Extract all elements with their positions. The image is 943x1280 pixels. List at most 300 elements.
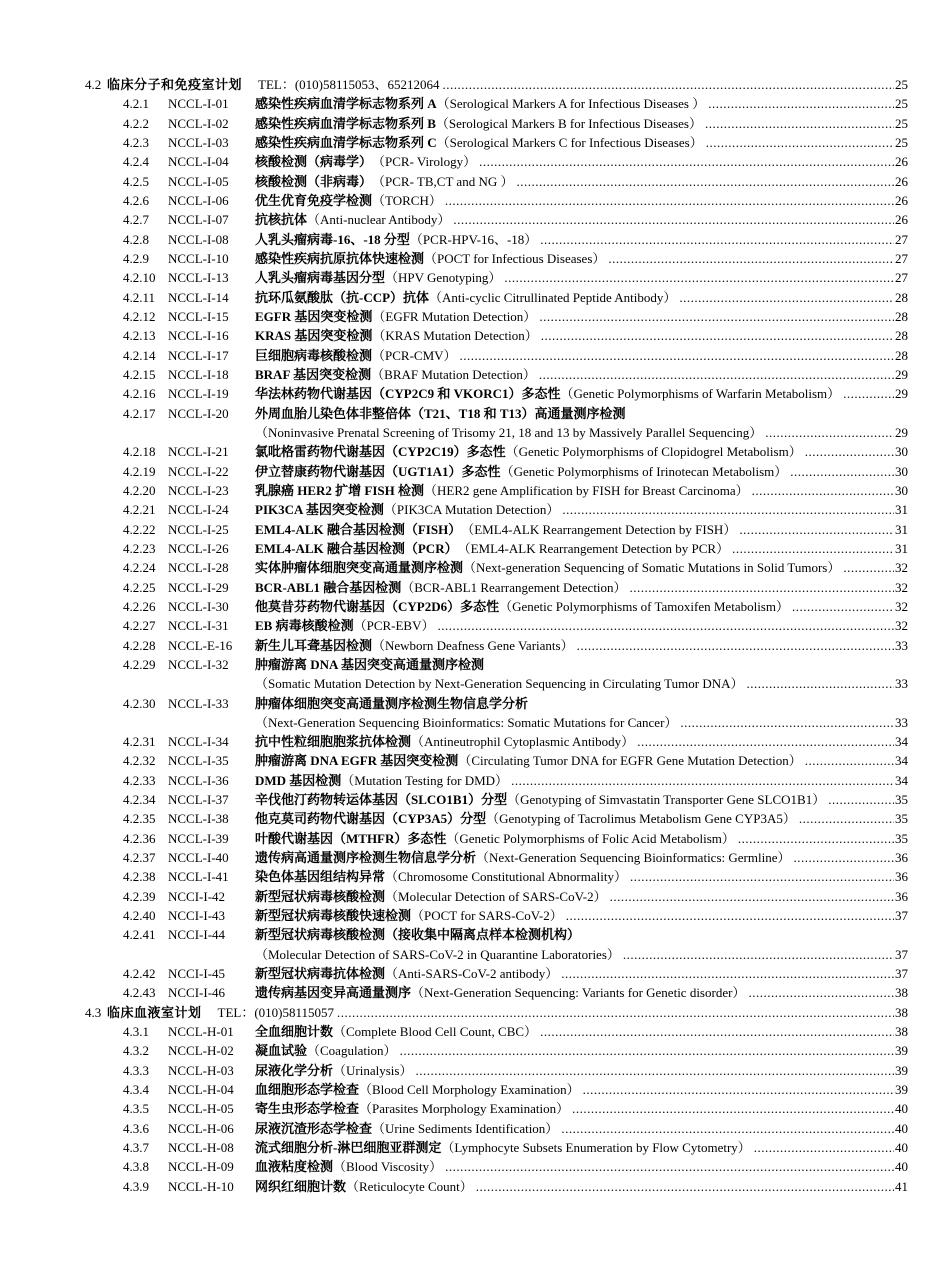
dot-leader — [680, 713, 894, 732]
dot-leader — [337, 1003, 894, 1022]
dot-leader — [799, 809, 894, 828]
section-tel: TEL：(010)58115057 — [217, 1004, 335, 1020]
dot-leader — [504, 268, 894, 287]
page-number: 29 — [895, 386, 908, 402]
toc-entry-row — [0, 114, 943, 133]
entry-title-en: （Anti-nuclear Antibody） — [307, 212, 451, 228]
page-number: 29 — [895, 366, 908, 382]
entry-code: NCCL-I-15 — [168, 308, 229, 324]
entry-code: NCCI-I-43 — [168, 908, 226, 924]
entry-title-zh: 华法林药物代谢基因（CYP2C9 和 VKORC1）多态性 — [255, 386, 561, 402]
toc-entry-row — [0, 210, 943, 229]
toc-entry-row — [0, 326, 943, 345]
entry-number: 4.2.13 — [123, 328, 156, 344]
entry-title-zh: 外周血胎儿染色体非整倍体（T21、T18 和 T13）高通量测序检测 — [255, 405, 626, 421]
page-number: 26 — [895, 212, 908, 228]
toc-entry-row — [0, 597, 943, 616]
entry-title-en: （Molecular Detection of SARS-CoV-2 in Quarantine Laboratories） — [255, 946, 620, 962]
page-number: 37 — [895, 966, 908, 982]
page-number: 25 — [895, 134, 908, 150]
entry-code: NCCL-I-41 — [168, 869, 229, 885]
entry-title-en: （Urinalysis） — [333, 1062, 413, 1078]
dot-leader — [738, 829, 894, 848]
entry-title-zh: 网织红细胞计数 — [255, 1178, 347, 1194]
page-number: 39 — [895, 1082, 908, 1098]
entry-title-en: （Mutation Testing for DMD） — [341, 772, 509, 788]
entry-title-zh: 优生优育免疫学检测 — [255, 192, 373, 208]
entry-code: NCCL-I-13 — [168, 270, 229, 286]
toc-entry-row — [0, 558, 943, 577]
toc-section-row — [0, 75, 943, 94]
entry-code: NCCL-I-19 — [168, 386, 229, 402]
entry-title-zh: KRAS 基因突变检测 — [255, 328, 373, 344]
entry-title-en: （PCR- Virology） — [372, 154, 477, 170]
toc-entry-row — [0, 133, 943, 152]
entry-title-en: （Antineutrophil Cytoplasmic Antibody） — [411, 734, 635, 750]
dot-leader — [792, 597, 894, 616]
entry-number: 4.2.29 — [123, 656, 156, 672]
entry-number: 4.2.15 — [123, 366, 156, 382]
entry-title-en: （Anti-SARS-CoV-2 antibody） — [385, 966, 559, 982]
section-title: 临床血液室计划 — [107, 1004, 202, 1020]
page-number: 39 — [895, 1062, 908, 1078]
entry-number: 4.2.4 — [123, 154, 149, 170]
dot-leader — [445, 1157, 894, 1176]
entry-code: NCCL-I-32 — [168, 656, 229, 672]
entry-title-en: （Genetic Polymorphisms of Folic Acid Metabolism） — [446, 830, 735, 846]
entry-number: 4.2.17 — [123, 405, 156, 421]
entry-number: 4.2.12 — [123, 308, 156, 324]
page-number: 33 — [895, 714, 908, 730]
entry-code: NCCL-I-30 — [168, 598, 229, 614]
entry-title-zh: 抗环瓜氨酸肽（抗-CCP）抗体 — [255, 289, 430, 305]
entry-number: 4.2.14 — [123, 347, 156, 363]
entry-title-en: （Somatic Mutation Detection by Next-Generation Sequencing in Circulating Tumor DNA） — [255, 676, 744, 692]
entry-title-en: （Urine Sediments Identification） — [372, 1120, 559, 1136]
dot-leader — [765, 423, 894, 442]
dot-leader — [637, 732, 894, 751]
entry-number: 4.3.3 — [123, 1062, 149, 1078]
entry-title-zh: 凝血试验 — [255, 1043, 308, 1059]
entry-title-en: （Complete Blood Cell Count, CBC） — [333, 1024, 538, 1040]
entry-title-zh: EML4-ALK 融合基因检测（PCR） — [255, 540, 458, 556]
entry-title-en: （POCT for Infectious Diseases） — [424, 250, 606, 266]
dot-leader — [415, 1061, 894, 1080]
entry-number: 4.3.5 — [123, 1101, 149, 1117]
page-number: 33 — [895, 676, 908, 692]
toc-entry-row — [0, 1041, 943, 1060]
page-number: 38 — [895, 1004, 908, 1020]
dot-leader — [539, 365, 894, 384]
dot-leader — [739, 520, 894, 539]
entry-number: 4.2.27 — [123, 618, 156, 634]
dot-leader — [748, 983, 894, 1002]
table-of-contents — [0, 75, 943, 1196]
toc-entry-row — [0, 307, 943, 326]
page-number: 32 — [895, 598, 908, 614]
entry-title-en: （PCR- TB,CT and NG ） — [372, 173, 514, 189]
entry-title-en: （Serological Markers C for Infectious Diseases） — [436, 134, 703, 150]
entry-title-zh: 感染性疾病血清学标志物系列 C — [255, 134, 437, 150]
page-number: 35 — [895, 792, 908, 808]
entry-code: NCCL-I-18 — [168, 366, 229, 382]
dot-leader — [453, 210, 894, 229]
entry-title-en: （Newborn Deafness Gene Variants） — [372, 637, 574, 653]
entry-number: 4.2.28 — [123, 637, 156, 653]
page-number: 26 — [895, 192, 908, 208]
entry-title-en: （KRAS Mutation Detection） — [372, 328, 538, 344]
entry-title-en: （Genetic Polymorphisms of Warfarin Metabolism） — [560, 386, 841, 402]
entry-number: 4.2.16 — [123, 386, 156, 402]
entry-title-zh: 实体肿瘤体细胞突变高通量测序检测 — [255, 560, 464, 576]
entry-code: NCCL-I-25 — [168, 521, 229, 537]
page-number: 27 — [895, 270, 908, 286]
toc-entry-row — [0, 384, 943, 403]
entry-title-zh: 新型冠状病毒抗体检测 — [255, 966, 386, 982]
entry-title-en: （Serological Markers A for Infectious Diseases ） — [436, 96, 706, 112]
entry-title-en: （EGFR Mutation Detection） — [372, 308, 537, 324]
entry-code: NCCI-I-42 — [168, 888, 226, 904]
dot-leader — [754, 1138, 894, 1157]
entry-title-zh: 染色体基因组结构异常 — [255, 869, 386, 885]
entry-title-en: （Genetic Polymorphisms of Irinotecan Metabolism） — [500, 463, 788, 479]
page-number: 32 — [895, 560, 908, 576]
dot-leader — [610, 887, 894, 906]
entry-title-en: （BRAF Mutation Detection） — [371, 366, 536, 382]
entry-number: 4.2.8 — [123, 231, 149, 247]
page-number: 32 — [895, 579, 908, 595]
entry-code: NCCL-I-08 — [168, 231, 229, 247]
entry-title-zh: 新型冠状病毒核酸检测（接收集中隔离点样本检测机构） — [255, 927, 581, 943]
entry-title-zh: 血液粘度检测 — [255, 1159, 334, 1175]
toc-entry-row — [0, 887, 943, 906]
toc-entry-row — [0, 1080, 943, 1099]
entry-title-en: （Genetic Polymorphisms of Clopidogrel Metabolism） — [505, 444, 802, 460]
section-number: 4.2 — [85, 77, 102, 92]
entry-title-zh: 感染性疾病血清学标志物系列 A — [255, 96, 437, 112]
entry-title-zh: DMD 基因检测 — [255, 772, 342, 788]
toc-entry-row — [0, 1061, 943, 1080]
entry-number: 4.2.19 — [123, 463, 156, 479]
dot-leader — [476, 1177, 894, 1196]
dot-leader — [630, 867, 894, 886]
page-number: 36 — [895, 869, 908, 885]
dot-leader — [608, 249, 894, 268]
entry-title-en: （Serological Markers B for Infectious Diseases） — [435, 115, 702, 131]
entry-number: 4.2.42 — [123, 966, 156, 982]
entry-code: NCCL-I-24 — [168, 502, 229, 518]
entry-code: NCCI-I-44 — [168, 927, 226, 943]
toc-entry-row — [0, 230, 943, 249]
page-number: 30 — [895, 482, 908, 498]
entry-title-zh: 氯吡格雷药物代谢基因（CYP2C19）多态性 — [255, 444, 506, 460]
page-number: 31 — [895, 502, 908, 518]
entry-title-zh: 尿液化学分析 — [255, 1062, 334, 1078]
toc-entry-row — [0, 829, 943, 848]
page-number: 30 — [895, 444, 908, 460]
entry-title-zh: BCR-ABL1 融合基因检测 — [255, 579, 402, 595]
page-number: 31 — [895, 540, 908, 556]
entry-code: NCCL-I-16 — [168, 328, 229, 344]
entry-number: 4.2.38 — [123, 869, 156, 885]
toc-entry-continuation-row — [0, 423, 943, 442]
entry-number: 4.2.32 — [123, 753, 156, 769]
dot-leader — [438, 616, 895, 635]
page-number: 35 — [895, 811, 908, 827]
dot-leader — [572, 1099, 894, 1118]
dot-leader — [561, 1119, 894, 1138]
page-number: 41 — [895, 1178, 908, 1194]
entry-title-zh: 感染性疾病抗原抗体快速检测 — [255, 250, 425, 266]
entry-title-zh: 尿液沉渣形态学检查 — [255, 1120, 373, 1136]
entry-code: NCCL-H-04 — [168, 1082, 234, 1098]
toc-entry-continuation-row — [0, 674, 943, 693]
toc-entry-row — [0, 539, 943, 558]
page-number: 30 — [895, 463, 908, 479]
page-number: 37 — [895, 908, 908, 924]
entry-number: 4.2.39 — [123, 888, 156, 904]
page-number: 34 — [895, 772, 908, 788]
entry-title-zh: EGFR 基因突变检测 — [255, 308, 373, 324]
page-number: 35 — [895, 830, 908, 846]
entry-number: 4.2.40 — [123, 908, 156, 924]
entry-code: NCCL-I-02 — [168, 115, 229, 131]
dot-leader — [705, 114, 894, 133]
entry-title-zh: 辛伐他汀药物转运体基因（SLCO1B1）分型 — [255, 792, 508, 808]
dot-leader — [793, 848, 894, 867]
entry-title-en: （POCT for SARS-CoV-2） — [411, 908, 563, 924]
entry-title-zh: 新生儿耳聋基因检测 — [255, 637, 373, 653]
entry-title-en: （Genotyping of Simvastatin Transporter Gene SLCO1B1） — [507, 792, 826, 808]
entry-title-zh: 抗中性粒细胞胞浆抗体检测 — [255, 734, 412, 750]
toc-entry-row — [0, 172, 943, 191]
entry-title-zh: 伊立替康药物代谢基因（UGT1A1）多态性 — [255, 463, 501, 479]
toc-entry-row — [0, 268, 943, 287]
page-number: 40 — [895, 1101, 908, 1117]
entry-code: NCCL-I-07 — [168, 212, 229, 228]
page-number: 34 — [895, 734, 908, 750]
entry-title-en: （Next-Generation Sequencing Bioinformatics: Germline） — [476, 850, 791, 866]
entry-code: NCCL-I-37 — [168, 792, 229, 808]
dot-leader — [541, 326, 894, 345]
entry-number: 4.2.9 — [123, 250, 149, 266]
toc-entry-row — [0, 442, 943, 461]
entry-code: NCCL-I-21 — [168, 444, 229, 460]
entry-number: 4.2.18 — [123, 444, 156, 460]
entry-code: NCCL-I-03 — [168, 134, 229, 150]
entry-number: 4.3.8 — [123, 1159, 149, 1175]
dot-leader — [706, 133, 894, 152]
entry-code: NCCL-H-01 — [168, 1024, 234, 1040]
entry-number: 4.2.36 — [123, 830, 156, 846]
entry-code: NCCL-I-38 — [168, 811, 229, 827]
toc-entry-row — [0, 964, 943, 983]
entry-number: 4.3.6 — [123, 1120, 149, 1136]
entry-title-zh: 全血细胞计数 — [255, 1024, 334, 1040]
toc-entry-row — [0, 1099, 943, 1118]
page-number: 39 — [895, 1043, 908, 1059]
toc-entry-row — [0, 288, 943, 307]
entry-number: 4.2.2 — [123, 115, 149, 131]
entry-title-zh: 乳腺癌 HER2 扩增 FISH 检测 — [255, 482, 425, 498]
toc-entry-row — [0, 636, 943, 655]
toc-entry-row — [0, 809, 943, 828]
entry-code: NCCL-I-06 — [168, 192, 229, 208]
toc-entry-row — [0, 404, 943, 423]
entry-code: NCCL-H-08 — [168, 1140, 234, 1156]
toc-entry-row — [0, 925, 943, 944]
entry-title-en: （EML4-ALK Rearrangement Detection by PCR） — [457, 540, 730, 556]
entry-title-en: （Next-generation Sequencing of Somatic Mutations in Solid Tumors） — [463, 560, 841, 576]
entry-code: NCCL-H-02 — [168, 1043, 234, 1059]
entry-code: NCCL-I-04 — [168, 154, 229, 170]
dot-leader — [805, 751, 894, 770]
page-number: 25 — [895, 77, 908, 92]
page-number: 31 — [895, 521, 908, 537]
dot-leader — [828, 790, 894, 809]
page-number: 28 — [895, 289, 908, 305]
entry-number: 4.2.41 — [123, 927, 156, 943]
toc-entry-row — [0, 1157, 943, 1176]
entry-code: NCCL-H-03 — [168, 1062, 234, 1078]
entry-title-en: （Anti-cyclic Citrullinated Peptide Antibody） — [429, 289, 677, 305]
toc-entry-continuation-row — [0, 945, 943, 964]
toc-entry-row — [0, 751, 943, 770]
entry-number: 4.3.7 — [123, 1140, 149, 1156]
toc-entry-row — [0, 462, 943, 481]
entry-number: 4.2.6 — [123, 192, 149, 208]
dot-leader — [561, 964, 894, 983]
section-title: 临床分子和免疫室计划 — [107, 77, 243, 92]
entry-number: 4.2.37 — [123, 850, 156, 866]
entry-title-en: （PCR-EBV） — [353, 618, 435, 634]
entry-code: NCCL-I-34 — [168, 734, 229, 750]
entry-number: 4.2.35 — [123, 811, 156, 827]
toc-entry-row — [0, 694, 943, 713]
dot-leader — [511, 771, 894, 790]
dot-leader — [540, 230, 894, 249]
page-number: 36 — [895, 888, 908, 904]
entry-code: NCCL-H-09 — [168, 1159, 234, 1175]
entry-title-en: （Coagulation） — [307, 1043, 397, 1059]
dot-leader — [630, 578, 894, 597]
toc-entry-row — [0, 481, 943, 500]
entry-title-en: （Reticulocyte Count） — [346, 1178, 473, 1194]
dot-leader — [623, 945, 894, 964]
entry-title-en: （PIK3CA Mutation Detection） — [383, 502, 560, 518]
entry-title-en: （EML4-ALK Rearrangement Detection by FISH） — [461, 521, 737, 537]
dot-leader — [747, 674, 894, 693]
entry-number: 4.2.1 — [123, 96, 149, 112]
entry-number: 4.2.33 — [123, 772, 156, 788]
entry-title-zh: 新型冠状病毒核酸快速检测 — [255, 908, 412, 924]
entry-title-zh: EML4-ALK 融合基因检测（FISH） — [255, 521, 462, 537]
toc-entry-row — [0, 500, 943, 519]
toc-entry-continuation-row — [0, 713, 943, 732]
entry-code: NCCL-I-31 — [168, 618, 229, 634]
dot-leader — [843, 558, 894, 577]
entry-title-zh: 人乳头瘤病毒基因分型 — [255, 270, 386, 286]
entry-number: 4.3.4 — [123, 1082, 149, 1098]
entry-title-zh: 叶酸代谢基因（MTHFR）多态性 — [255, 830, 447, 846]
toc-entry-row — [0, 1138, 943, 1157]
toc-entry-row — [0, 906, 943, 925]
entry-title-en: （Next-Generation Sequencing Bioinformatics: Somatic Mutations for Cancer） — [255, 714, 678, 730]
dot-leader — [843, 384, 894, 403]
entry-number: 4.3.2 — [123, 1043, 149, 1059]
entry-title-en: （Next-Generation Sequencing: Variants for Genetic disorder） — [411, 985, 746, 1001]
entry-title-zh: 遗传病基因变异高通量测序 — [255, 985, 412, 1001]
entry-title-en: （PCR-CMV） — [372, 347, 457, 363]
page-number: 38 — [895, 985, 908, 1001]
entry-title-en: （Noninvasive Prenatal Screening of Trisomy 21, 18 and 13 by Massively Parallel Sequencing） — [255, 424, 763, 440]
entry-title-zh: 肿瘤游离 DNA EGFR 基因突变检测 — [255, 753, 459, 769]
entry-title-en: （BCR-ABL1 Rearrangement Detection） — [401, 579, 627, 595]
dot-leader — [679, 288, 894, 307]
entry-title-en: （HPV Genotyping） — [385, 270, 502, 286]
entry-title-zh: 抗核抗体 — [255, 212, 308, 228]
page-number: 40 — [895, 1120, 908, 1136]
entry-number: 4.2.25 — [123, 579, 156, 595]
dot-leader — [708, 94, 894, 113]
entry-number: 4.2.10 — [123, 270, 156, 286]
dot-leader — [577, 636, 894, 655]
page-number: 25 — [895, 96, 908, 112]
page-number: 28 — [895, 347, 908, 363]
toc-entry-row — [0, 94, 943, 113]
toc-entry-row — [0, 1022, 943, 1041]
entry-title-en: （Circulating Tumor DNA for EGFR Gene Mutation Detection） — [458, 753, 802, 769]
toc-entry-row — [0, 1177, 943, 1196]
page-number: 28 — [895, 328, 908, 344]
entry-number: 4.2.3 — [123, 134, 149, 150]
entry-number: 4.3.1 — [123, 1024, 149, 1040]
dot-leader — [566, 906, 894, 925]
entry-title-zh: 遗传病高通量测序检测生物信息学分析 — [255, 850, 477, 866]
dot-leader — [790, 462, 894, 481]
entry-code: NCCL-I-10 — [168, 250, 229, 266]
entry-code: NCCL-I-39 — [168, 830, 229, 846]
page-number: 29 — [895, 424, 908, 440]
toc-entry-row — [0, 578, 943, 597]
dot-leader — [583, 1080, 894, 1099]
entry-code: NCCL-H-06 — [168, 1120, 234, 1136]
entry-title-zh: 血细胞形态学检查 — [255, 1082, 360, 1098]
page-number: 36 — [895, 850, 908, 866]
dot-leader — [516, 172, 894, 191]
toc-entry-row — [0, 346, 943, 365]
page-number: 34 — [895, 753, 908, 769]
entry-code: NCCL-I-20 — [168, 405, 229, 421]
page-number: 27 — [895, 250, 908, 266]
entry-title-zh: 感染性疾病血清学标志物系列 B — [255, 115, 436, 131]
entry-code: NCCL-I-35 — [168, 753, 229, 769]
entry-number: 4.2.31 — [123, 734, 156, 750]
page-number: 25 — [895, 115, 908, 131]
dot-leader — [752, 481, 894, 500]
dot-leader — [443, 75, 894, 94]
entry-code: NCCL-I-01 — [168, 96, 229, 112]
entry-code: NCCL-I-28 — [168, 560, 229, 576]
entry-title-en: （Blood Viscosity） — [333, 1159, 443, 1175]
entry-title-en: （Genotyping of Tacrolimus Metabolism Gene CYP3A5） — [486, 811, 796, 827]
entry-title-en: （TORCH） — [372, 192, 442, 208]
entry-number: 4.2.30 — [123, 695, 156, 711]
entry-title-en: （Chromosome Constitutional Abnormality） — [385, 869, 627, 885]
entry-title-zh: 核酸检测（非病毒） — [255, 173, 373, 189]
entry-title-zh: 肿瘤游离 DNA 基因突变高通量测序检测 — [255, 656, 484, 672]
entry-number: 4.2.11 — [123, 289, 156, 305]
